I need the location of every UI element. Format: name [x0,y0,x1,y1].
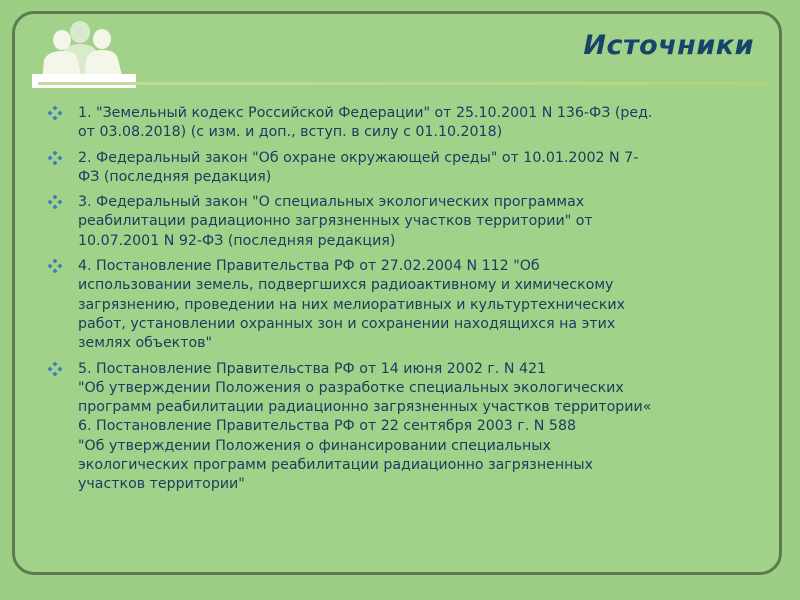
diamond-dots-bullet-icon [48,362,62,376]
list-item [46,104,758,143]
list-item [46,193,758,251]
list-item-text-line: использовании земель, подвергшихся радиоактивному и химическому [78,277,614,294]
people-silhouette-logo [32,18,136,88]
list-item [46,360,758,495]
list-item-text-line: программ реабилитации радиационно загрязненных участков территории« [78,399,652,416]
list-item [46,257,758,353]
list-item-text-line: 1. "Земельный кодекс Российской Федерации" от 25.10.2001 N 136-ФЗ (ред. [78,105,653,121]
slide-title: Источники [583,30,754,61]
sources-list [46,104,758,501]
diamond-dots-bullet-icon [48,259,62,273]
list-item-text-line: 6. Постановление Правительства РФ от 22 сентября 2003 г. N 588 [78,418,576,435]
diamond-dots-bullet-icon [48,151,62,165]
list-item-text-line: участков территории" [78,476,245,493]
diamond-dots-bullet-icon [48,195,62,209]
title-divider [38,82,766,85]
list-item-text-line: 2. Федеральный закон "Об охране окружающей среды" от 10.01.2002 N 7- [78,149,639,166]
list-item-text-line: загрязнению, проведении на них мелиоративных и культуртехнических [78,296,626,313]
list-item-text-line: 10.07.2001 N 92-ФЗ (последняя редакция) [78,232,396,249]
list-item-text-line: реабилитации радиационно загрязненных участков территории" от [78,213,593,230]
list-item-text-line: экологических программ реабилитации радиационно загрязненных [78,457,594,474]
diamond-dots-bullet-icon [48,106,62,120]
list-item-text-line: "Об утверждении Положения о разработке специальных экологических [78,379,624,396]
list-item-text-line: землях объектов" [78,335,213,352]
list-item-text-line: ФЗ (последняя редакция) [78,168,272,185]
list-item-text-line: от 03.08.2018) (с изм. и доп., вступ. в силу с 01.10.2018) [78,124,503,141]
list-item-text-line: работ, установлении охранных зон и сохранении находящихся на этих [78,315,616,332]
list-item-text-line: 5. Постановление Правительства РФ от 14 июня 2002 г. N 421 [78,360,547,377]
list-item-text-line: 4. Постановление Правительства РФ от 27.02.2004 N 112 "Об [78,258,540,275]
list-item [46,149,758,188]
list-item-text-line: "Об утверждении Положения о финансировании специальных [78,437,551,454]
list-item-text-line: 3. Федеральный закон "О специальных экологических программах [78,194,585,211]
